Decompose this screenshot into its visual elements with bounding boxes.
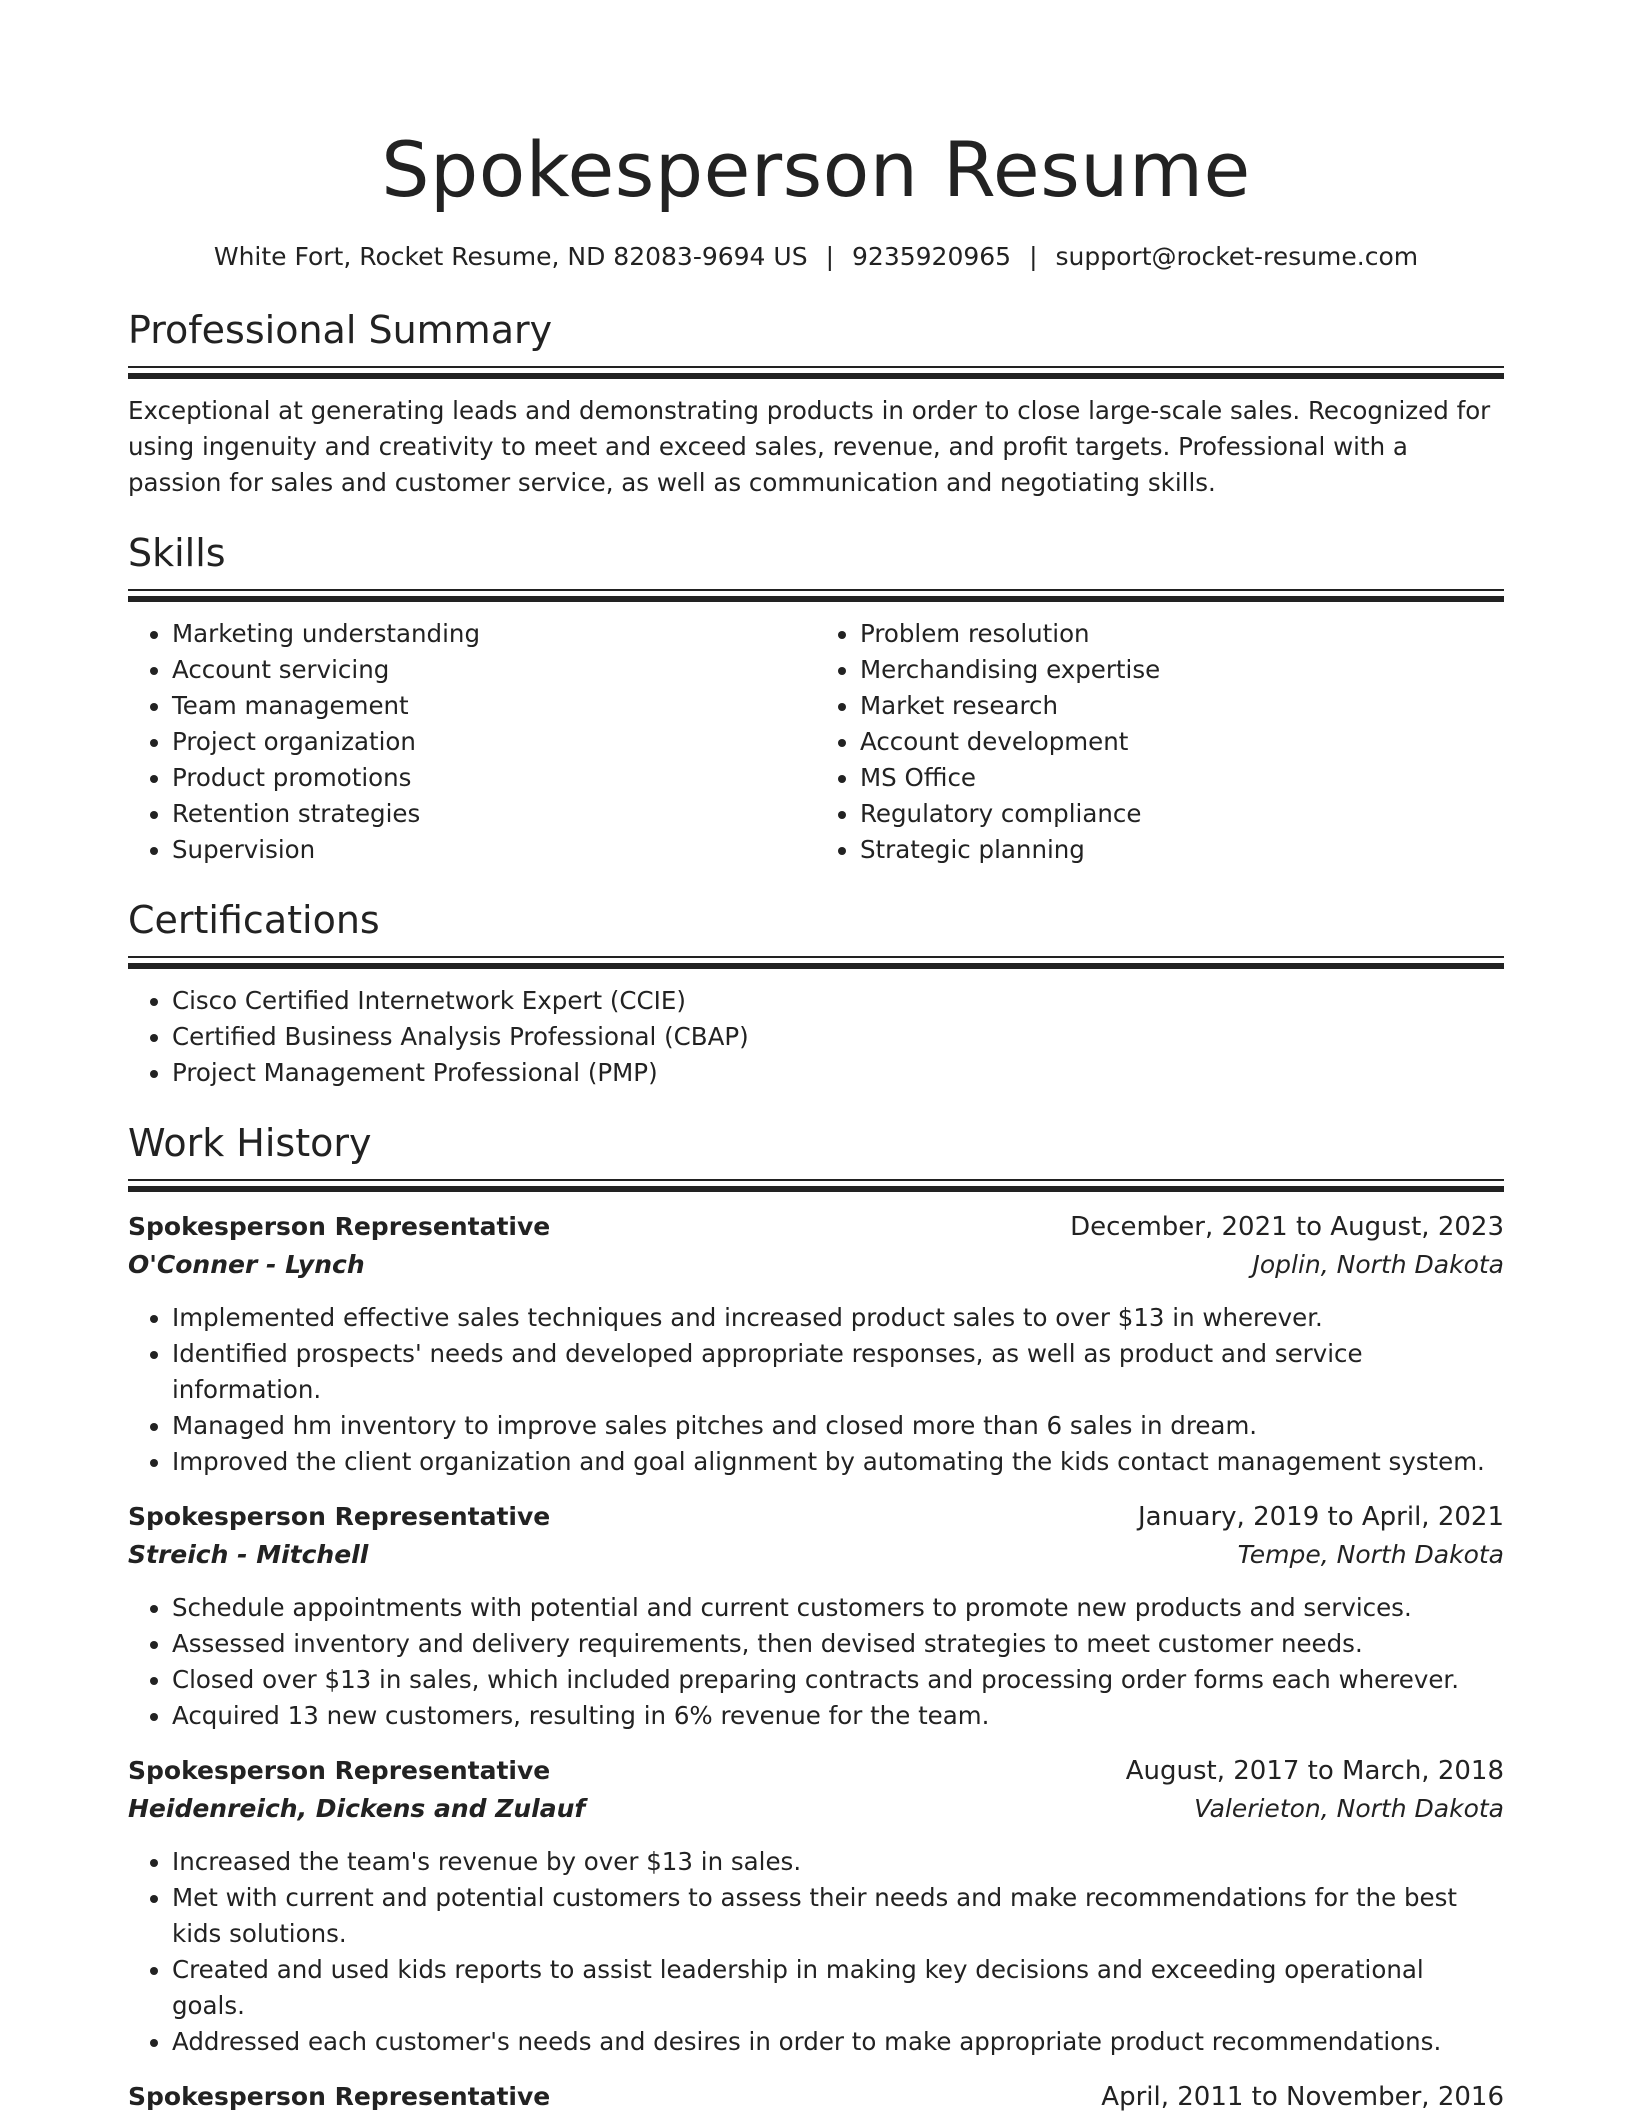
- job-subheader: [128, 1536, 1504, 1574]
- section-divider: [128, 963, 1504, 969]
- job-bullet: • Created and used kids reports to assist leadership in making key decisions and exceeding operational goals.: [172, 1952, 1504, 2024]
- skills-heading: Skills: [128, 531, 226, 575]
- job-header: [128, 1208, 1504, 1246]
- job-dates: December, 2021 to August, 2023: [1070, 1212, 1504, 1242]
- job-bullet: • Met with current and potential customers to assess their needs and make recommendations for the best kids solutions.: [172, 1880, 1504, 1952]
- job-dates: January, 2019 to April, 2021: [1137, 1502, 1504, 1532]
- skill-item: • Strategic planning: [860, 832, 1504, 868]
- job-entry: [128, 1208, 1504, 1480]
- job-bullet: • Increased the team's revenue by over $13 in sales.: [172, 1844, 1504, 1880]
- job-subheader: [128, 1246, 1504, 1284]
- job-location: Valerieton, North Dakota: [1194, 1794, 1504, 1823]
- skill-item: • Team management: [172, 688, 816, 724]
- contact-separator: |: [825, 242, 835, 271]
- skills-grid: [128, 616, 1504, 868]
- section-divider: [128, 589, 1504, 591]
- job-title: Spokesperson Representative: [128, 1502, 551, 1531]
- work-history-heading: Work History: [128, 1121, 372, 1165]
- job-entry: [128, 1752, 1504, 2060]
- skill-item: • MS Office: [860, 760, 1504, 796]
- job-bullets: [128, 1590, 1504, 1734]
- resume-title: Spokesperson Resume: [381, 125, 1251, 214]
- certification-item: • Project Management Professional (PMP): [172, 1055, 1504, 1091]
- job-bullet: • Schedule appointments with potential and current customers to promote new products and services.: [172, 1590, 1504, 1626]
- job-bullet: • Managed hm inventory to improve sales pitches and closed more than 6 sales in dream.: [172, 1408, 1504, 1444]
- job-bullets: [128, 1844, 1504, 2060]
- job-bullet: • Assessed inventory and delivery requirements, then devised strategies to meet customer needs.: [172, 1626, 1504, 1662]
- contact-address: White Fort, Rocket Resume, ND 82083-9694 US: [213, 242, 808, 271]
- job-bullets: [128, 1300, 1504, 1480]
- contact-email: support@rocket-resume.com: [1055, 242, 1419, 271]
- skill-item: • Retention strategies: [172, 796, 816, 832]
- certification-item: • Certified Business Analysis Professional (CBAP): [172, 1019, 1504, 1055]
- skill-item: • Project organization: [172, 724, 816, 760]
- skill-item: • Market research: [860, 688, 1504, 724]
- job-company: O'Conner - Lynch: [128, 1250, 365, 1279]
- contact-phone: 9235920965: [852, 242, 1012, 271]
- summary-text: Exceptional at generating leads and demonstrating products in order to close large-scale sales. Recognized for using ingenuity and creativity to meet and exceed sales, revenue, and profit targets. Professional with a passion for sales and customer service, as well as communication and negotiating skills.: [128, 396, 1491, 497]
- job-bullet: • Identified prospects' needs and developed appropriate responses, as well as product and service information.: [172, 1336, 1504, 1408]
- skill-item: • Supervision: [172, 832, 816, 868]
- summary-heading: Professional Summary: [128, 308, 553, 352]
- job-location: Joplin, North Dakota: [1252, 1250, 1504, 1279]
- skills-list-right: [816, 616, 1504, 868]
- job-entry: [128, 2078, 1504, 2116]
- resume-page: [128, 0, 1504, 2116]
- work-history-section: [128, 1119, 1504, 2116]
- job-bullet: • Improved the client organization and goal alignment by automating the kids contact management system.: [172, 1444, 1504, 1480]
- certifications-heading: Certifications: [128, 898, 380, 942]
- section-divider: [128, 956, 1504, 958]
- job-location: Tempe, North Dakota: [1237, 1540, 1504, 1569]
- skill-item: • Merchandising expertise: [860, 652, 1504, 688]
- section-divider: [128, 1186, 1504, 1192]
- job-company: Streich - Mitchell: [128, 1540, 369, 1569]
- job-header: [128, 1752, 1504, 1790]
- certifications-list: [128, 983, 1504, 1091]
- section-divider: [128, 1179, 1504, 1181]
- certifications-section: [128, 896, 1504, 1091]
- job-bullet: • Addressed each customer's needs and desires in order to make appropriate product recommendations.: [172, 2024, 1504, 2060]
- skill-item: • Regulatory compliance: [860, 796, 1504, 832]
- contact-separator: |: [1029, 242, 1038, 271]
- job-dates: April, 2011 to November, 2016: [1101, 2082, 1504, 2112]
- section-divider: [128, 596, 1504, 602]
- skill-item: • Account servicing: [172, 652, 816, 688]
- job-header: [128, 1498, 1504, 1536]
- job-title: Spokesperson Representative: [128, 1756, 551, 1785]
- job-title: Spokesperson Representative: [128, 2082, 551, 2111]
- job-header: [128, 2078, 1504, 2116]
- job-subheader: [128, 1790, 1504, 1828]
- job-dates: August, 2017 to March, 2018: [1125, 1756, 1504, 1786]
- skill-item: • Marketing understanding: [172, 616, 816, 652]
- skill-item: • Account development: [860, 724, 1504, 760]
- job-entry: [128, 1498, 1504, 1734]
- section-divider: [128, 366, 1504, 368]
- skill-item: • Problem resolution: [860, 616, 1504, 652]
- certification-item: • Cisco Certified Internetwork Expert (CCIE): [172, 983, 1504, 1019]
- skills-section: [128, 529, 1504, 868]
- job-bullet: • Closed over $13 in sales, which included preparing contracts and processing order forms each wherever.: [172, 1662, 1504, 1698]
- job-bullet: • Acquired 13 new customers, resulting in 6% revenue for the team.: [172, 1698, 1504, 1734]
- job-company: Heidenreich, Dickens and Zulauf: [128, 1794, 586, 1823]
- job-bullet: • Implemented effective sales techniques and increased product sales to over $13 in wherever.: [172, 1300, 1504, 1336]
- section-divider: [128, 373, 1504, 379]
- skill-item: • Product promotions: [172, 760, 816, 796]
- summary-section: [128, 306, 1504, 501]
- skills-list-left: [128, 616, 816, 868]
- contact-line: [128, 240, 1504, 274]
- job-title: Spokesperson Representative: [128, 1212, 551, 1241]
